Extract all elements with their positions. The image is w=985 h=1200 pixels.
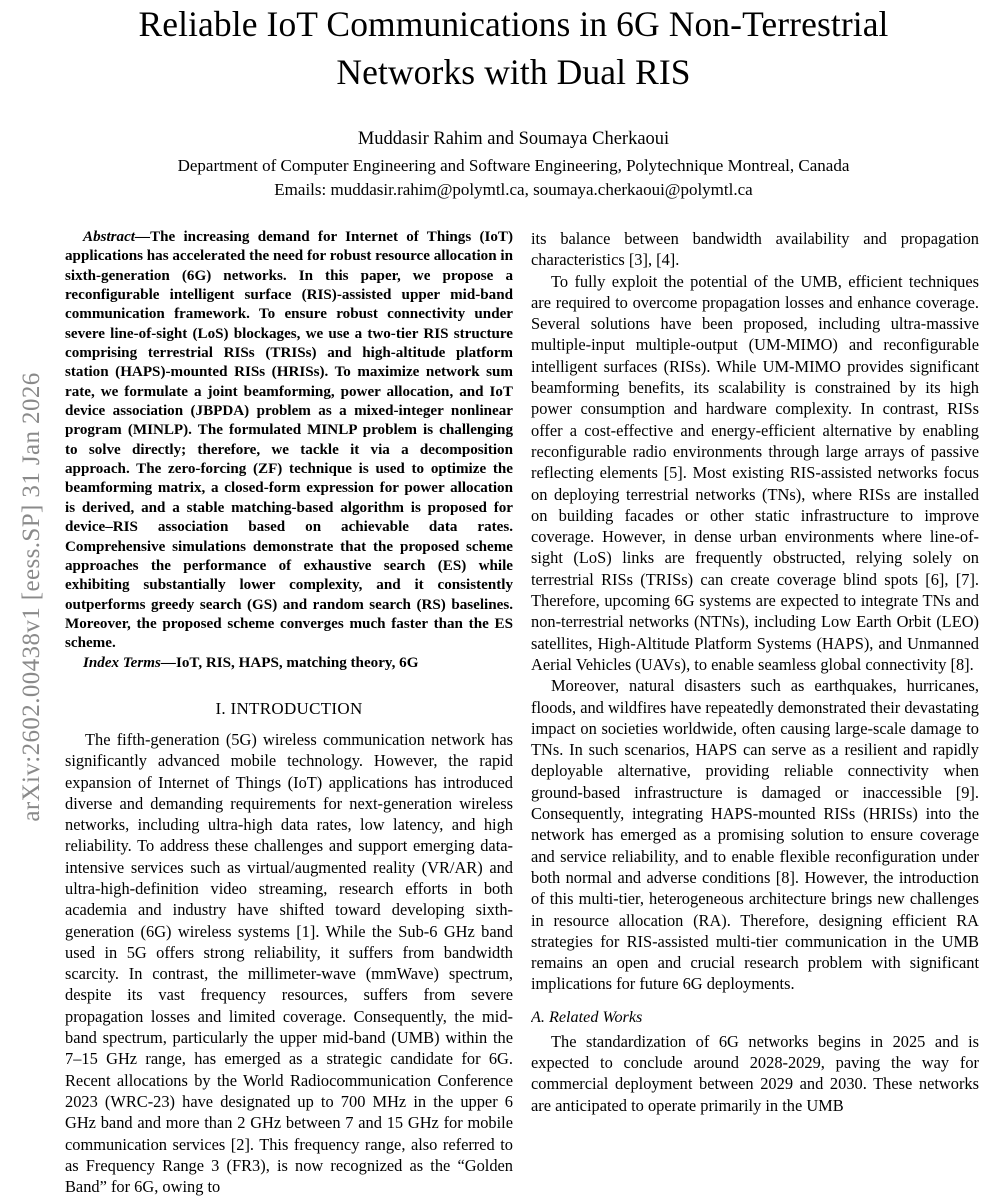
intro-paragraph-1-continued: its balance between bandwidth availability and propagation characteristics [3], [4]. bbox=[531, 229, 979, 270]
index-terms-text: IoT, RIS, HAPS, matching theory, 6G bbox=[175, 654, 419, 671]
author-list: Muddasir Rahim and Soumaya Cherkaoui bbox=[357, 129, 670, 149]
subsection-heading-related-works: A. Related Works bbox=[531, 1007, 643, 1026]
affiliation-line: Department of Computer Engineering and Software Engineering, Polytechnique Montreal, Canada bbox=[177, 156, 850, 175]
right-column bbox=[531, 228, 979, 1200]
related-works-paragraph-1: The standardization of 6G networks begins in 2025 and is expected to conclude around 2028-2029, paving the way for commercial deployment between 2029 and 2030. These networks are anticipated to operate primarily in the UMB bbox=[531, 1031, 979, 1115]
intro-paragraph-1: The fifth-generation (5G) wireless communication network has significantly advanced mobile technology. However, the rapid expansion of Internet of Things (IoT) applications has introduced diverse and demanding requirements for next-generation wireless networks, including ultra-high data rates, low latency, and high reliability. To address these challenges and support emerging data-intensive services such as virtual/augmented reality (VR/AR) and ultra-high-definition video streaming, research efforts in both academia and industry have shifted toward developing sixth-generation (6G) wireless systems [1]. While the Sub-6 GHz band used in 5G offers strong reliability, it suffers from bandwidth scarcity. In contrast, the millimeter-wave (mmWave) spectrum, despite its vast frequency resources, suffers from severe propagation losses and limited coverage. Consequently, the mid-band spectrum, particularly the upper mid-band (UMB) within the 7–15 GHz range, has emerged as a strategic candidate for 6G. Recent allocations by the World Radiocommunication Conference 2023 (WRC-23) have designated up to 700 MHz in the upper 6 GHz band and more than 2 GHz between 7 and 15 GHz for mobile communication services [2]. This frequency range, also referred to as Frequency Range 3 (FR3), is now recognized as the “Golden Band” for 6G, owing to bbox=[65, 729, 513, 1197]
abstract-label: Abstract— bbox=[83, 229, 151, 245]
page-title: Reliable IoT Communications in 6G Non-Terrestrial Networks with Dual RIS bbox=[138, 4, 889, 92]
abstract-text: The increasing demand for Internet of Things (IoT) applications has accelerated the need for robust resource allocation in sixth-generation (6G) networks. In this paper, we propose a reconfigurable intelligent surface (RIS)-assisted upper mid-band communication framework. To ensure robust connectivity under severe line-of-sight (LoS) blockages, we use a two-tier RIS structure comprising terrestrial RISs (TRISs) and high-altitude platform station (HAPS)-mounted RISs (HRISs). To maximize network sum rate, we formulate a joint beamforming, power allocation, and IoT device association (JBPDA) problem as a mixed-integer nonlinear program (MINLP). The formulated MINLP problem is challenging to solve directly; therefore, we tackle it via a decomposition approach. The zero-forcing (ZF) technique is used to optimize the beamforming matrix, a closed-form expression for power allocation is derived, and a stable matching-based algorithm is proposed for device–RIS association based on achievable data rates. Comprehensive simulations demonstrate that the proposed scheme approaches the performance of exhaustive search (ES) while exhibiting substantially lower complexity, and it consistently outperforms greedy search (GS) and random search (RS) baselines. Moreover, the proposed scheme converges much faster than the ES scheme. bbox=[65, 229, 513, 652]
paper-masthead bbox=[60, 0, 967, 201]
two-column-body bbox=[65, 228, 980, 1200]
intro-paragraph-2: To fully exploit the potential of the UMB, efficient techniques are required to overcome propagation losses and enhance coverage. Several solutions have been proposed, including ultra-massive multiple-input multiple-output (UM-MIMO) and reconfigurable intelligent surfaces (RISs). While UM-MIMO provides significant beamforming benefits, its scalability is constrained by its high power consumption and hardware complexity. In contrast, RISs offer a cost-effective and energy-efficient alternative by enabling reconfigurable radio environments through large arrays of passive reflecting elements [5]. Most existing RIS-assisted networks focus on deploying terrestrial networks (TNs), where RISs are installed on building facades or other static infrastructure to improve coverage. However, in dense urban environments where line-of-sight (LoS) links are frequently obstructed, relying solely on terrestrial RISs (TRISs) can create coverage blind spots [6], [7]. Therefore, upcoming 6G systems are expected to integrate TNs and non-terrestrial networks (NTNs), including Low Earth Orbit (LEO) satellites, High-Altitude Platform Systems (HAPS), and Unmanned Aerial Vehicles (UAVs), to enable seamless global connectivity [8]. bbox=[531, 271, 979, 674]
left-column bbox=[65, 228, 513, 1200]
email-line: Emails: muddasir.rahim@polymtl.ca, soumaya.cherkaoui@polymtl.ca bbox=[274, 180, 753, 199]
abstract-paragraph bbox=[65, 228, 513, 654]
arxiv-identifier-stamp: arXiv:2602.00438v1 [eess.SP] 31 Jan 2026 bbox=[18, 372, 45, 822]
intro-paragraph-3: Moreover, natural disasters such as earthquakes, hurricanes, floods, and wildfires have repeatedly demonstrated their devastating impact on societies worldwide, often causing large-scale damage to TNs. In such scenarios, HAPS can serve as a resilient and rapidly deployable alternative, providing reliable connectivity when ground-based infrastructure is damaged or inaccessible [9]. Consequently, integrating HAPS-mounted RISs (HRISs) into the network has emerged as a promising solution to ensure coverage and service reliability, and to enable flexible reconfiguration under both normal and adverse conditions [8]. However, the introduction of this multi-tier, heterogeneous architecture brings new challenges in resource allocation (RA). Therefore, designing efficient RA strategies for RIS-assisted multi-tier communication in the UMB remains an open and crucial research problem with significant implications for future 6G deployments. bbox=[531, 676, 979, 994]
index-terms-paragraph bbox=[65, 654, 513, 673]
section-heading-introduction: I. INTRODUCTION bbox=[215, 698, 363, 718]
index-terms-label: Index Terms— bbox=[83, 654, 176, 671]
